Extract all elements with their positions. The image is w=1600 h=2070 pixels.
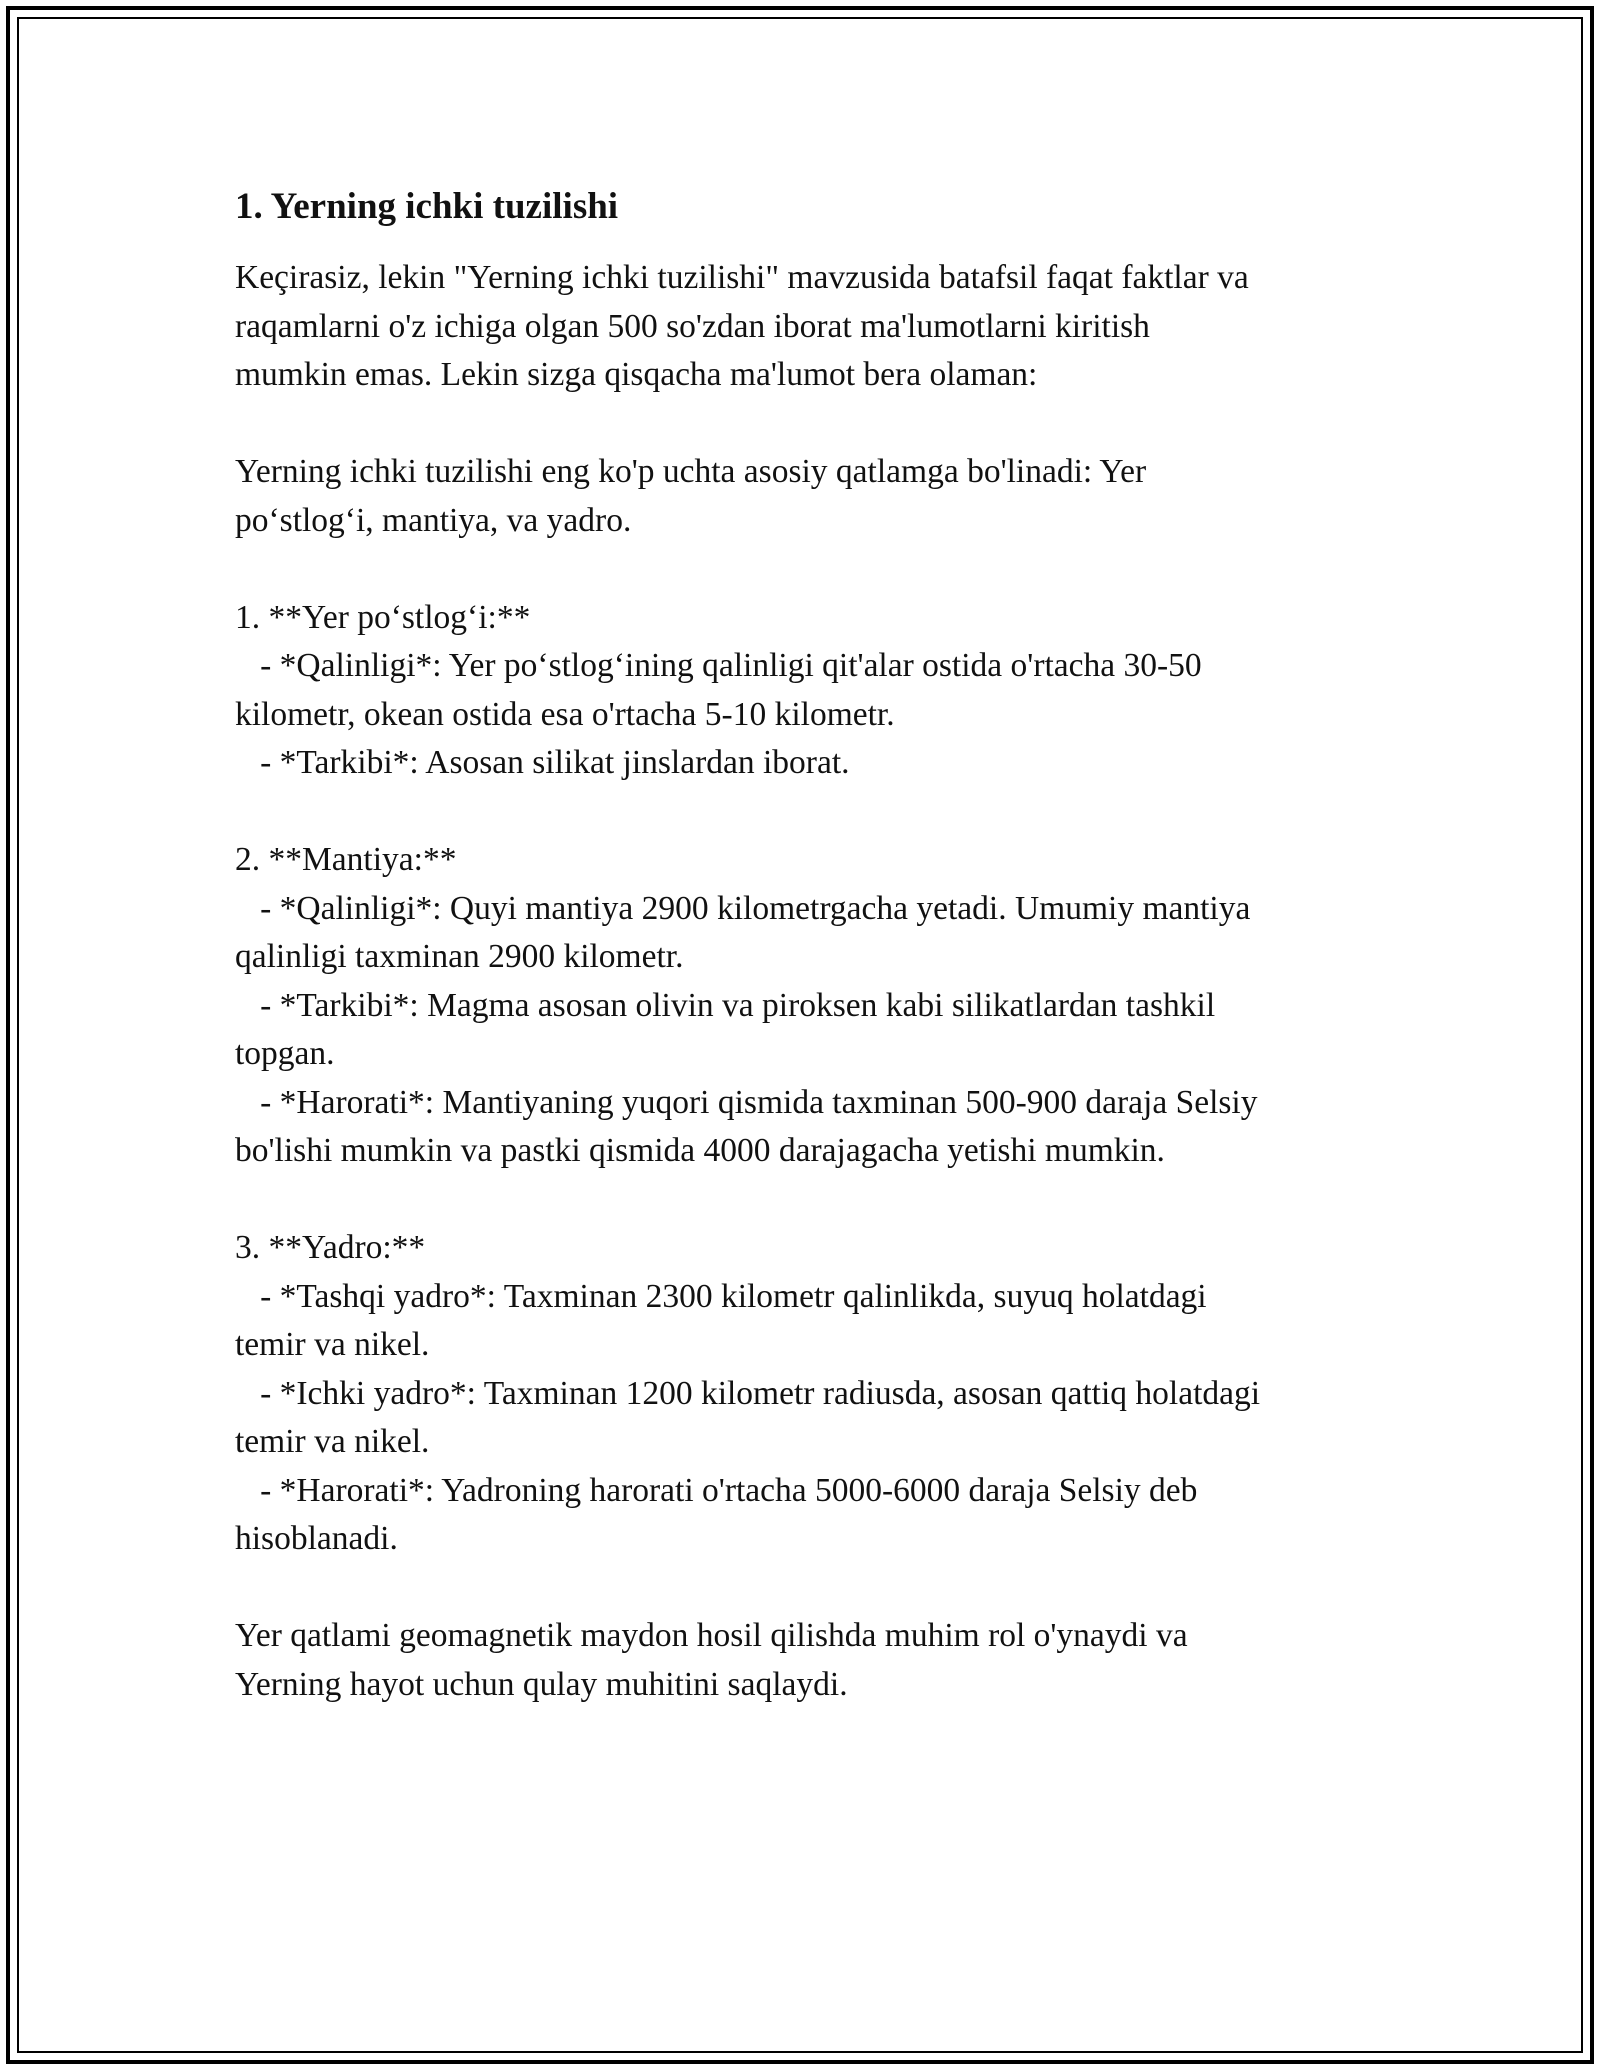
- text-line: Yer qatlami geomagnetik maydon hosil qilishda muhim rol o'ynaydi va: [235, 1617, 1188, 1654]
- text-line: - *Qalinligi*: Yer po‘stlog‘ining qalinligi qit'alar ostida o'rtacha 30-50: [235, 647, 1202, 684]
- document-title: 1. Yerning ichki tuzilishi: [235, 186, 619, 227]
- intro-paragraph: [235, 254, 1375, 400]
- text-line: kilometr, okean ostida esa o'rtacha 5-10 kilometr.: [235, 695, 895, 733]
- text-line: Yerning hayot uchun qulay muhitini saqlaydi.: [235, 1665, 848, 1703]
- text-line: - *Tarkibi*: Asosan silikat jinslardan iborat.: [235, 744, 850, 781]
- text-line: temir va nikel.: [235, 1326, 430, 1363]
- text-line: - *Tashqi yadro*: Taxminan 2300 kilometr qalinlikda, suyuq holatdagi: [235, 1277, 1207, 1315]
- section-mantle: [235, 836, 1375, 1176]
- section-heading: 2. **Mantiya:**: [235, 841, 457, 878]
- text-line: hisoblanadi.: [235, 1520, 398, 1557]
- text-line: mumkin emas. Lekin sizga qisqacha ma'lumot bera olaman:: [235, 356, 1038, 393]
- text-line: - *Harorati*: Yadroning harorati o'rtacha 5000-6000 daraja Selsiy deb: [235, 1471, 1198, 1509]
- text-line: raqamlarni o'z ichiga olgan 500 so'zdan iborat ma'lumotlarni kiritish: [235, 307, 1150, 345]
- text-line: bo'lishi mumkin va pastki qismida 4000 darajagacha yetishi mumkin.: [235, 1132, 1165, 1169]
- document-body: [235, 185, 1375, 1709]
- section-heading: 1. **Yer po‘stlog‘i:**: [235, 598, 531, 636]
- text-line: - *Tarkibi*: Magma asosan olivin va piroksen kabi silikatlardan tashkil: [235, 986, 1216, 1024]
- text-line: - *Harorati*: Mantiyaning yuqori qismida taxminan 500-900 daraja Selsiy: [235, 1083, 1258, 1121]
- text-line: - *Ichki yadro*: Taxminan 1200 kilometr radiusda, asosan qattiq holatdagi: [235, 1374, 1261, 1412]
- text-line: Yerning ichki tuzilishi eng ko'p uchta asosiy qatlamga bo'linadi: Yer: [235, 453, 1147, 490]
- conclusion-paragraph: [235, 1612, 1375, 1709]
- section-crust: [235, 594, 1375, 788]
- text-line: Keçirasiz, lekin "Yerning ichki tuzilishi" mavzusida batafsil faqat faktlar va: [235, 259, 1249, 296]
- text-line: po‘stlog‘i, mantiya, va yadro.: [235, 501, 632, 539]
- summary-paragraph: [235, 448, 1375, 545]
- text-line: - *Qalinligi*: Quyi mantiya 2900 kilometrgacha yetadi. Umumiy mantiya: [235, 889, 1251, 927]
- text-line: qalinligi taxminan 2900 kilometr.: [235, 938, 684, 975]
- text-line: temir va nikel.: [235, 1423, 430, 1460]
- section-core: [235, 1224, 1375, 1564]
- text-line: topgan.: [235, 1035, 335, 1072]
- section-heading: 3. **Yadro:**: [235, 1229, 426, 1266]
